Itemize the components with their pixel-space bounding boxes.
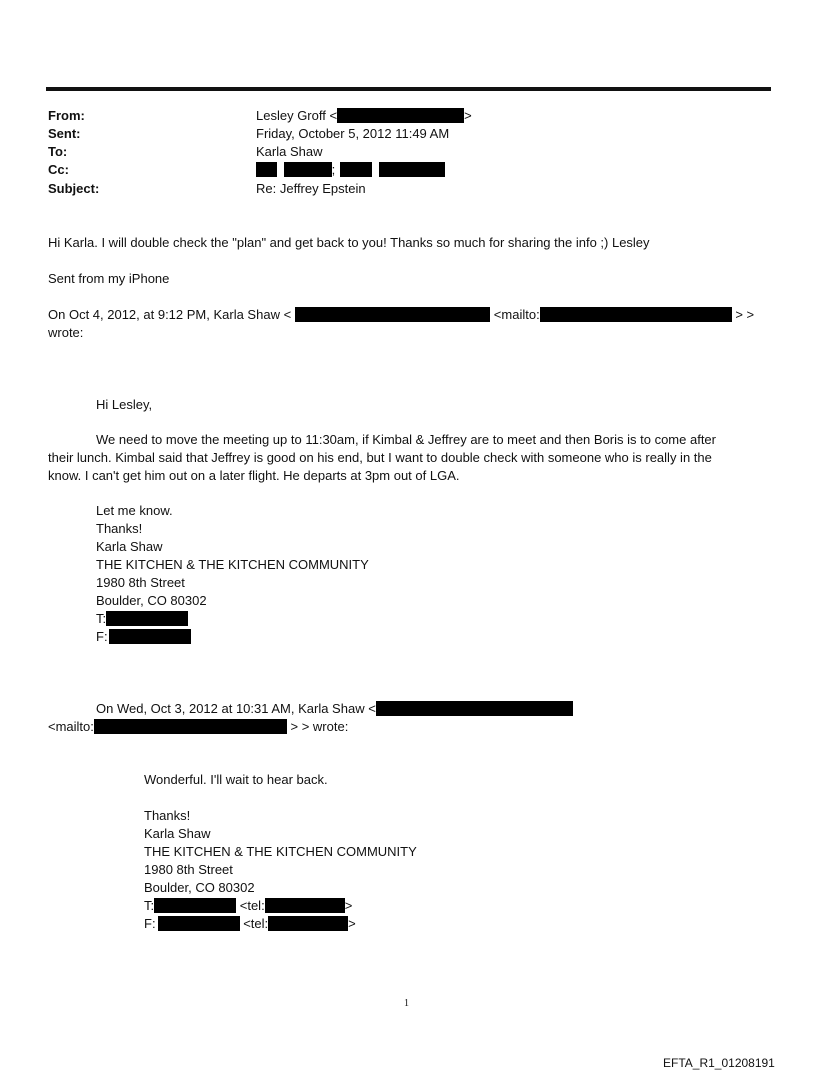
quote1-fax-label: F: (96, 629, 108, 644)
redaction-block (379, 162, 445, 177)
quote2-sig-name: Karla Shaw (144, 826, 211, 841)
quote2-header-close: > > wrote: (290, 719, 349, 734)
quote2-tel-label: T: (144, 898, 155, 913)
cc-separator: ; (331, 162, 336, 177)
quote1-header (48, 307, 754, 323)
redaction-block (340, 162, 372, 177)
page-number: 1 (404, 998, 409, 1009)
quote1-sig-org: THE KITCHEN & THE KITCHEN COMMUNITY (96, 557, 369, 572)
redaction-block (256, 162, 277, 177)
quote1-para-line2: their lunch. Kimbal said that Jeffrey is good on his end, but I want to double check with someone who is really in the (48, 450, 712, 465)
redaction-block (337, 108, 464, 123)
quote2-body: Wonderful. I'll wait to hear back. (144, 772, 328, 787)
quote1-sig-city: Boulder, CO 80302 (96, 593, 207, 608)
reply-signature: Sent from my iPhone (48, 271, 170, 286)
from-close: > (464, 108, 472, 123)
quote2-tel-open: <tel: (239, 898, 265, 913)
to-value: Karla Shaw (256, 144, 323, 159)
quote2-fax (144, 916, 356, 932)
quote2-fax-open: <tel: (243, 916, 269, 931)
from-label: From: (48, 108, 85, 123)
quote1-para-line3: know. I can't get him out on a later flight. He departs at 3pm out of LGA. (48, 468, 460, 483)
cc-label: Cc: (48, 162, 69, 177)
redaction-block (268, 916, 348, 931)
quote1-wrote: wrote: (48, 325, 84, 340)
quote2-sig-street: 1980 8th Street (144, 862, 233, 877)
redaction-block (376, 701, 573, 716)
redaction-block (284, 162, 332, 177)
reply-body: Hi Karla. I will double check the "plan" and get back to you! Thanks so much for sharing the info ;) Lesley (48, 235, 650, 250)
redaction-block (154, 898, 236, 913)
subject-value: Re: Jeffrey Epstein (256, 181, 366, 196)
quote1-thanks: Thanks! (96, 521, 143, 536)
document-id: EFTA_R1_01208191 (663, 1056, 775, 1070)
quote2-sig-city: Boulder, CO 80302 (144, 880, 255, 895)
quote2-mailto: <mailto: (48, 719, 94, 734)
header-rule (46, 87, 771, 91)
quote2-tel-close: > (344, 898, 353, 913)
quote2-header-prefix: On Wed, Oct 3, 2012 at 10:31 AM, Karla Shaw < (96, 701, 376, 716)
quote1-sig-street: 1980 8th Street (96, 575, 185, 590)
redaction-block (540, 307, 732, 322)
quote1-fax (96, 629, 191, 645)
quote2-thanks: Thanks! (144, 808, 191, 823)
subject-label: Subject: (48, 181, 100, 196)
redaction-block (158, 916, 240, 931)
quote2-header (96, 701, 573, 717)
quote1-header-close: > > (735, 307, 755, 322)
quote2-sig-org: THE KITCHEN & THE KITCHEN COMMUNITY (144, 844, 417, 859)
sent-label: Sent: (48, 126, 81, 141)
redaction-block (106, 611, 188, 626)
from-name: Lesley Groff < (256, 108, 338, 123)
redaction-block (109, 629, 191, 644)
quote2-mailto-line (48, 719, 348, 735)
redaction-block (265, 898, 345, 913)
quote1-mailto: <mailto: (493, 307, 540, 322)
quote2-tel (144, 898, 352, 914)
cc-value (256, 162, 445, 178)
quote1-tel-label: T: (96, 611, 107, 626)
quote1-greeting: Hi Lesley, (96, 397, 153, 412)
quote1-para-line1: We need to move the meeting up to 11:30am, if Kimbal & Jeffrey are to meet and then Boris is to come after (96, 432, 716, 447)
quote2-fax-label: F: (144, 916, 156, 931)
redaction-block (94, 719, 287, 734)
quote1-tel (96, 611, 188, 627)
to-label: To: (48, 144, 68, 159)
quote1-header-prefix: On Oct 4, 2012, at 9:12 PM, Karla Shaw < (48, 307, 292, 322)
quote1-sig-name: Karla Shaw (96, 539, 163, 554)
sent-value: Friday, October 5, 2012 11:49 AM (256, 126, 450, 141)
from-value (256, 108, 472, 124)
quote2-fax-close: > (348, 916, 356, 931)
quote1-let-me-know: Let me know. (96, 503, 173, 518)
redaction-block (295, 307, 490, 322)
